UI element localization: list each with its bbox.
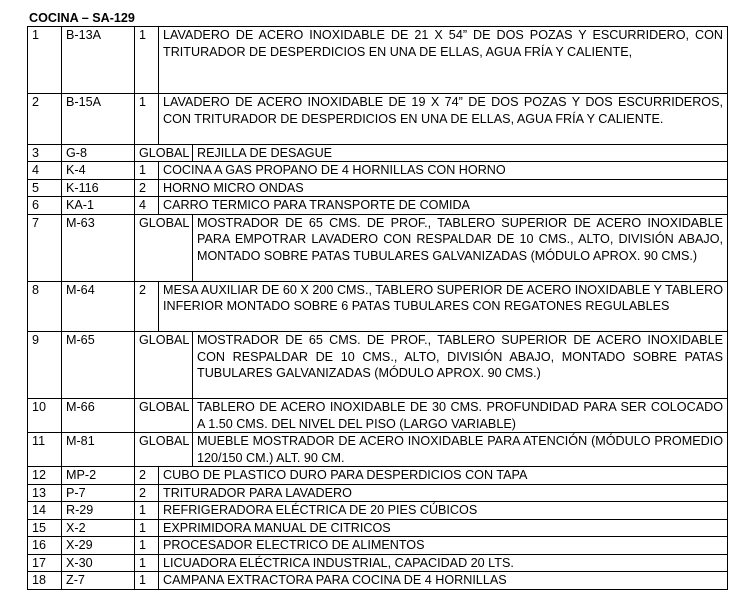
table-row [28,162,728,180]
item-quantity: 1 [135,572,159,590]
item-description: EXPRIMIDORA MANUAL DE CITRICOS [159,519,728,537]
item-quantity: GLOBAL [135,214,193,281]
item-number: 14 [28,502,62,520]
table-row [28,502,728,520]
item-code: KA-1 [62,197,135,215]
table-row [28,197,728,215]
item-number: 7 [28,214,62,281]
item-description: MUEBLE MOSTRADOR DE ACERO INOXIDABLE PARA ATENCIÓN (MÓDULO PROMEDIO 120/150 CM.) ALT. 90 CM. [193,433,728,467]
item-description: LICUADORA ELÉCTRICA INDUSTRIAL, CAPACIDAD 20 LTS. [159,554,728,572]
item-code: M-63 [62,214,135,281]
item-quantity: GLOBAL [135,399,193,433]
item-code: M-81 [62,433,135,467]
item-code: X-30 [62,554,135,572]
item-description: HORNO MICRO ONDAS [159,179,728,197]
item-number: 10 [28,399,62,433]
item-quantity: 1 [135,27,159,94]
item-quantity: 1 [135,554,159,572]
item-code: R-29 [62,502,135,520]
item-code: X-2 [62,519,135,537]
item-quantity: 1 [135,94,159,145]
table-row [28,332,728,399]
section-title: COCINA – SA-129 [29,11,135,25]
item-description: TABLERO DE ACERO INOXIDABLE DE 30 CMS. PROFUNDIDAD PARA SER COLOCADO A 1.50 CMS. DEL NIVEL DEL PISO (LARGO VARIABLE) [193,399,728,433]
item-description: LAVADERO DE ACERO INOXIDABLE DE 21 X 54” DE DOS POZAS Y ESCURRIDERO, CON TRITURADOR DE DESPERDICIOS EN UNA DE ELLAS, AGUA FRÍA Y CALIENTE, [159,27,728,94]
table-row [28,537,728,555]
item-code: K-116 [62,179,135,197]
item-number: 11 [28,433,62,467]
table-row [28,399,728,433]
table-row [28,214,728,281]
item-description: MOSTRADOR DE 65 CMS. DE PROF., TABLERO SUPERIOR DE ACERO INOXIDABLE PARA EMPOTRAR LAVADERO CON RESPALDAR DE 10 CMS., ALTO, DIVISIÓN ABAJO, MONTADO SOBRE PATAS TUBULARES GALVANIZADAS (MÓDULO APROX. 90 CMS.) [193,214,728,281]
equipment-table [27,26,728,590]
item-number: 1 [28,27,62,94]
item-quantity: GLOBAL [135,144,193,162]
table-row [28,179,728,197]
item-number: 12 [28,467,62,485]
item-code: G-8 [62,144,135,162]
item-quantity: 2 [135,179,159,197]
item-number: 15 [28,519,62,537]
item-description: PROCESADOR ELECTRICO DE ALIMENTOS [159,537,728,555]
item-description: CARRO TERMICO PARA TRANSPORTE DE COMIDA [159,197,728,215]
item-number: 9 [28,332,62,399]
equipment-table-body [28,27,728,590]
table-row [28,484,728,502]
item-number: 4 [28,162,62,180]
item-description: CUBO DE PLASTICO DURO PARA DESPERDICIOS CON TAPA [159,467,728,485]
item-description: MESA AUXILIAR DE 60 X 200 CMS., TABLERO SUPERIOR DE ACERO INOXIDABLE Y TABLERO INFERIOR MONTADO SOBRE 6 PATAS TUBULARES CON REGATONES REGULABLES [159,281,728,332]
item-number: 8 [28,281,62,332]
item-number: 6 [28,197,62,215]
item-number: 5 [28,179,62,197]
item-description: REJILLA DE DESAGUE [193,144,728,162]
item-number: 13 [28,484,62,502]
item-code: M-66 [62,399,135,433]
item-number: 3 [28,144,62,162]
item-description: COCINA A GAS PROPANO DE 4 HORNILLAS CON HORNO [159,162,728,180]
table-row [28,467,728,485]
item-code: M-65 [62,332,135,399]
item-description: TRITURADOR PARA LAVADERO [159,484,728,502]
item-code: P-7 [62,484,135,502]
item-code: Z-7 [62,572,135,590]
item-number: 17 [28,554,62,572]
table-row [28,281,728,332]
item-number: 18 [28,572,62,590]
item-code: K-4 [62,162,135,180]
item-quantity: 1 [135,519,159,537]
item-number: 16 [28,537,62,555]
table-row [28,519,728,537]
table-row [28,27,728,94]
item-code: B-15A [62,94,135,145]
table-row [28,94,728,145]
table-row [28,554,728,572]
item-description: MOSTRADOR DE 65 CMS. DE PROF., TABLERO SUPERIOR DE ACERO INOXIDABLE CON RESPALDAR DE 10 CMS., ALTO, DIVISIÓN ABAJO, MONTADO SOBRE PATAS TUBULARES GALVANIZADAS (MÓDULO APROX. 90 CMS.) [193,332,728,399]
item-quantity: GLOBAL [135,433,193,467]
table-row [28,572,728,590]
item-quantity: 2 [135,484,159,502]
table-row [28,144,728,162]
item-quantity: 2 [135,467,159,485]
item-quantity: 1 [135,162,159,180]
item-quantity: 1 [135,537,159,555]
item-description: LAVADERO DE ACERO INOXIDABLE DE 19 X 74” DE DOS POZAS Y DOS ESCURRIDEROS, CON TRITURADOR DE DESPERDICIOS EN UNA DE ELLAS, AGUA FRÍA Y CALIENTE. [159,94,728,145]
item-quantity: 4 [135,197,159,215]
item-code: MP-2 [62,467,135,485]
item-code: X-29 [62,537,135,555]
item-quantity: GLOBAL [135,332,193,399]
item-number: 2 [28,94,62,145]
item-quantity: 2 [135,281,159,332]
table-row [28,433,728,467]
item-code: M-64 [62,281,135,332]
item-description: CAMPANA EXTRACTORA PARA COCINA DE 4 HORNILLAS [159,572,728,590]
item-code: B-13A [62,27,135,94]
item-quantity: 1 [135,502,159,520]
item-description: REFRIGERADORA ELÉCTRICA DE 20 PIES CÚBICOS [159,502,728,520]
